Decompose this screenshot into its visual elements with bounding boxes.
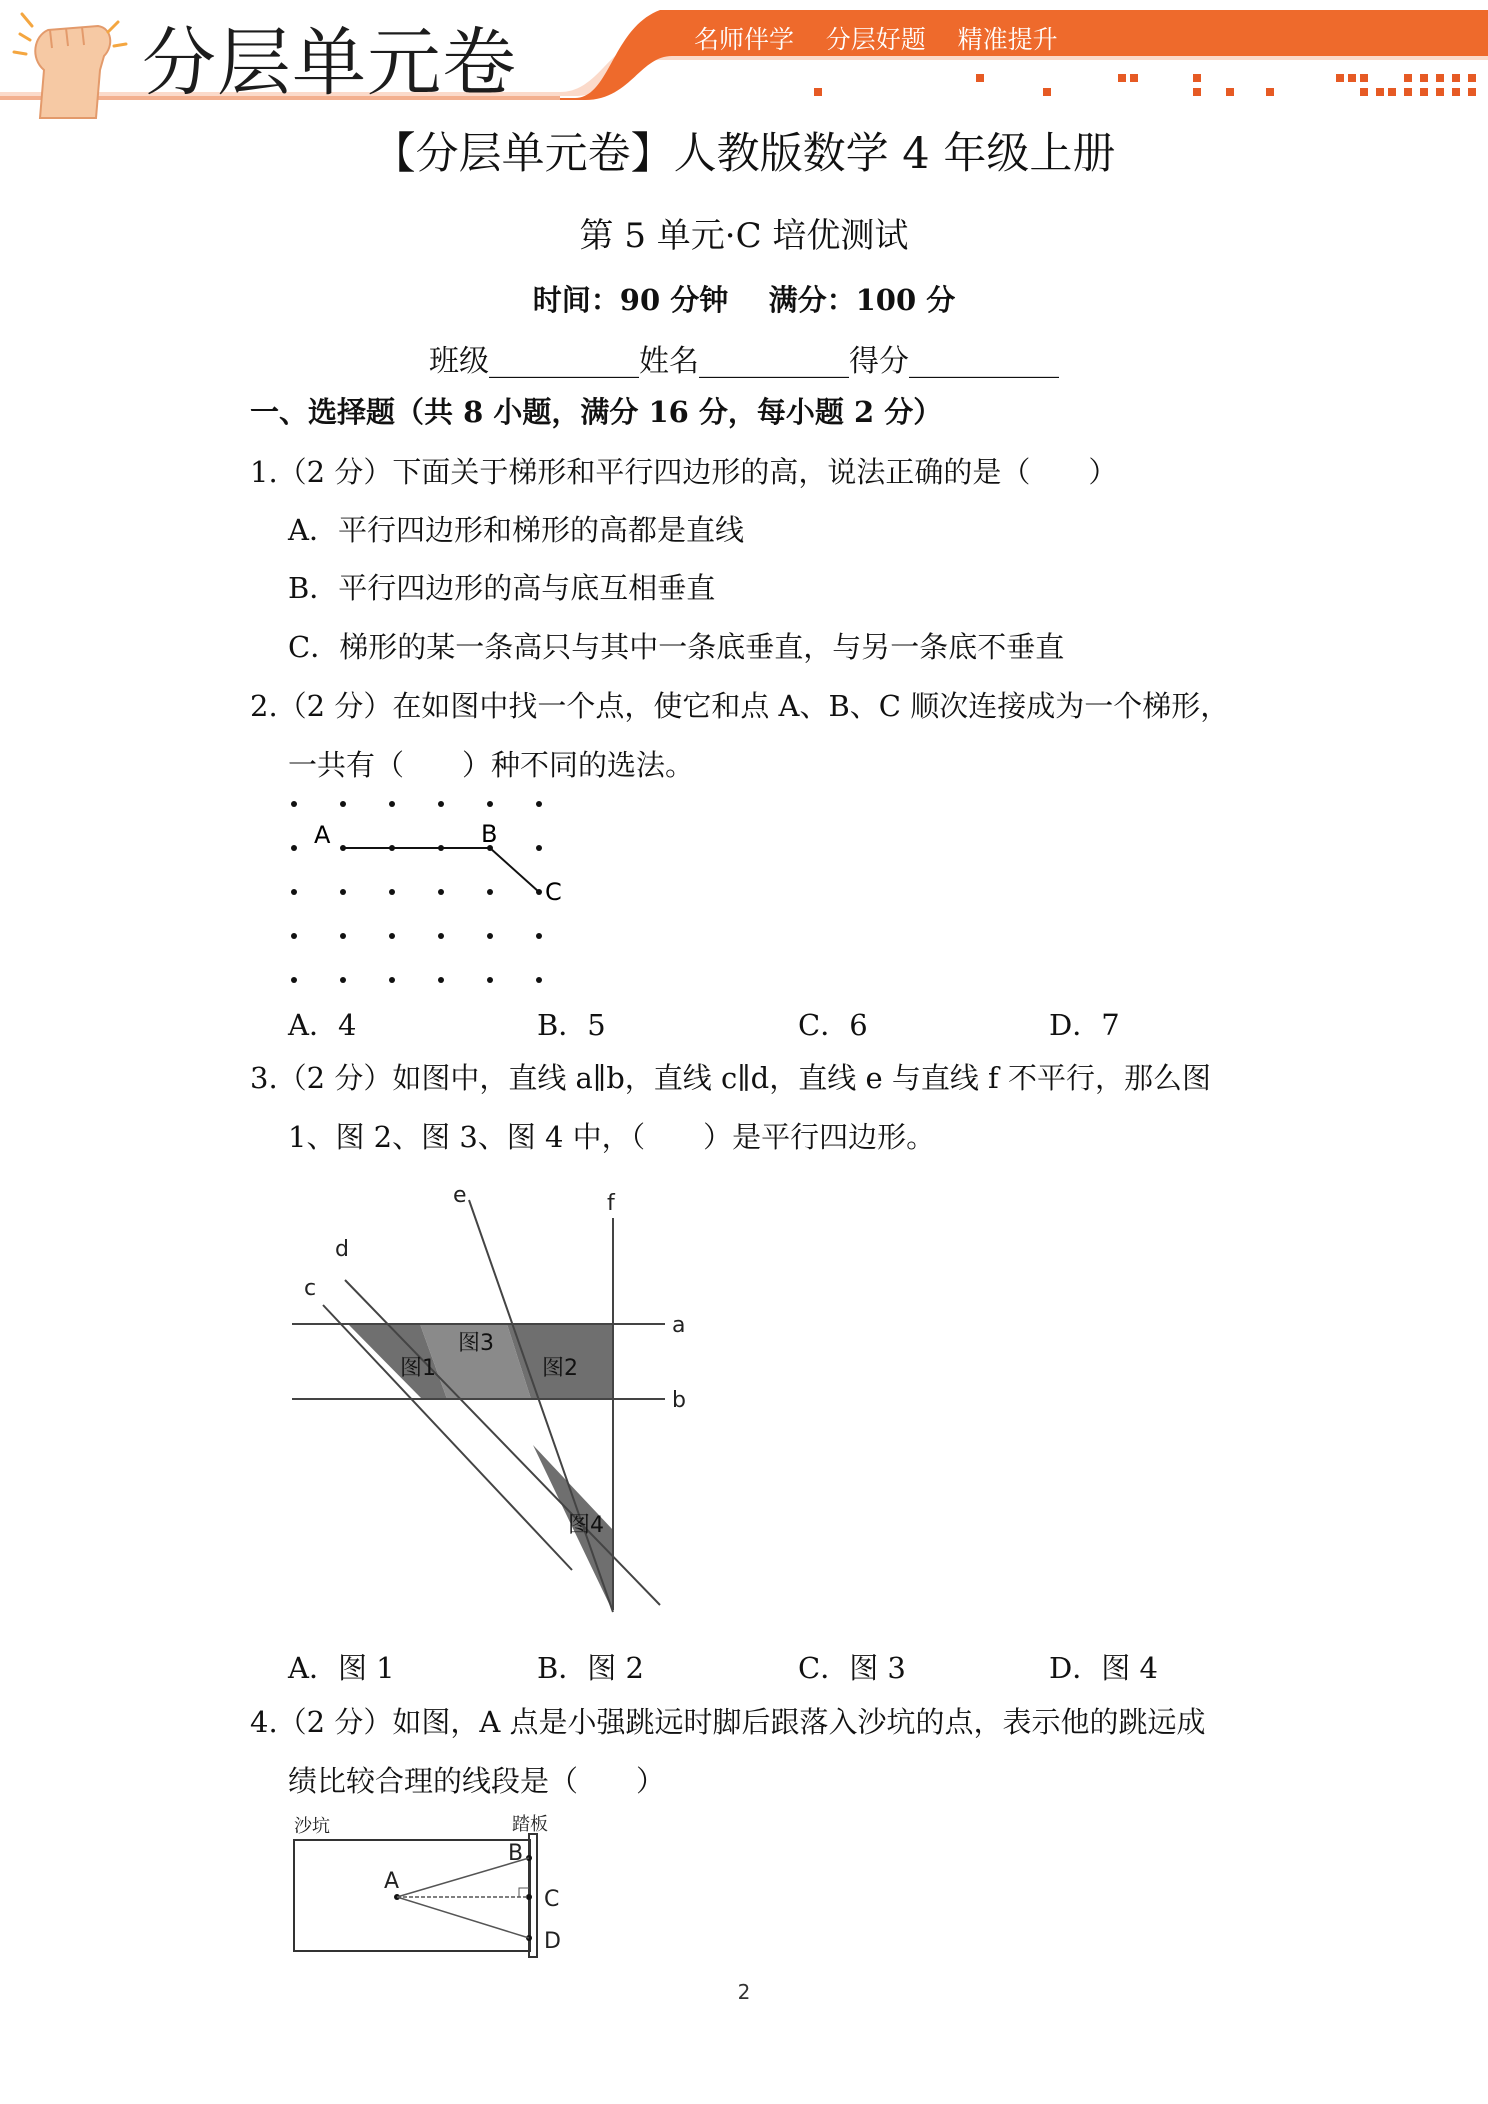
header-banner xyxy=(0,0,1488,120)
line-a-label: a xyxy=(672,1313,686,1338)
decorative-squares xyxy=(814,74,1476,96)
fig1-label: 图1 xyxy=(400,1356,436,1381)
section-heading: 一、选择题（共 8 小题，满分 16 分，每小题 2 分） xyxy=(250,395,943,429)
point-d-label: D xyxy=(544,1929,561,1954)
info-line: 班级__________姓名__________得分__________ xyxy=(429,344,1059,379)
q2-stem: 2.（2 分）在如图中找一个点，使它和点 A、B、C 顺次连接成为一个梯形， xyxy=(250,689,1230,723)
line-d-label: d xyxy=(335,1237,349,1262)
point-b-label: B xyxy=(481,820,498,848)
q3-lines-figure xyxy=(280,1180,700,1620)
q3-stem: 3.（2 分）如图中，直线 a∥b，直线 c∥d，直线 e 与直线 f 不平行，那么图 xyxy=(250,1061,1211,1095)
fig2-label: 图2 xyxy=(542,1356,578,1381)
brand-slogan: 名师伴学 分层好题 精准提升 xyxy=(694,25,1058,54)
doc-subtitle: 第 5 单元·C 培优测试 xyxy=(579,216,909,256)
fig4-label: 图4 xyxy=(568,1513,604,1538)
q1-stem: 1.（2 分）下面关于梯形和平行四边形的高，说法正确的是（ ） xyxy=(250,455,1118,489)
q1-option-b: B．平行四边形的高与底互相垂直 xyxy=(288,571,716,605)
point-a-label: A xyxy=(384,1869,400,1894)
sand-pit-rect xyxy=(294,1840,530,1951)
q3-option-a: A．图 1 xyxy=(288,1651,395,1685)
sand-pit-label: 沙坑 xyxy=(294,1816,330,1837)
q2-option-b: B．5 xyxy=(537,1008,606,1042)
q2-option-c: C．6 xyxy=(798,1008,868,1042)
q1-option-c: C．梯形的某一条高只与其中一条底垂直，与另一条底不垂直 xyxy=(288,630,1065,664)
q1-option-a: A．平行四边形和梯形的高都是直线 xyxy=(288,513,744,547)
q4-stem-cont: 绩比较合理的线段是（ ） xyxy=(288,1764,666,1798)
point-c-label: C xyxy=(544,1887,560,1912)
time-score: 时间：90 分钟 满分：100 分 xyxy=(532,283,956,317)
q3-option-b: B．图 2 xyxy=(537,1651,644,1685)
fist-icon xyxy=(14,14,126,118)
line-b-label: b xyxy=(672,1388,686,1413)
line-e-label: e xyxy=(453,1183,467,1208)
q2-dot-grid-figure xyxy=(280,790,580,990)
fig3-label: 图3 xyxy=(458,1331,494,1356)
point-b-label: B xyxy=(508,1841,524,1866)
point-a-label: A xyxy=(314,821,331,849)
q2-option-d: D．7 xyxy=(1049,1008,1120,1042)
q2-stem-cont: 一共有（ ）种不同的选法。 xyxy=(288,748,695,782)
q3-option-c: C．图 3 xyxy=(798,1651,906,1685)
q4-stem: 4.（2 分）如图，A 点是小强跳远时脚后跟落入沙坑的点，表示他的跳远成 xyxy=(250,1705,1206,1739)
point-c-label: C xyxy=(545,878,562,906)
line-f-label: f xyxy=(607,1191,615,1216)
brand-title: 分层单元卷 xyxy=(142,20,517,106)
q2-option-a: A．4 xyxy=(288,1008,357,1042)
q3-stem-cont: 1、图 2、图 3、图 4 中，（ ）是平行四边形。 xyxy=(288,1120,936,1154)
doc-title: 【分层单元卷】人教版数学 4 年级上册 xyxy=(372,129,1116,179)
q4-long-jump-figure xyxy=(280,1810,580,1960)
board-label: 踏板 xyxy=(512,1814,548,1835)
line-c-label: c xyxy=(304,1276,317,1301)
q3-option-d: D．图 4 xyxy=(1049,1651,1158,1685)
page-number: 2 xyxy=(737,1980,751,2004)
